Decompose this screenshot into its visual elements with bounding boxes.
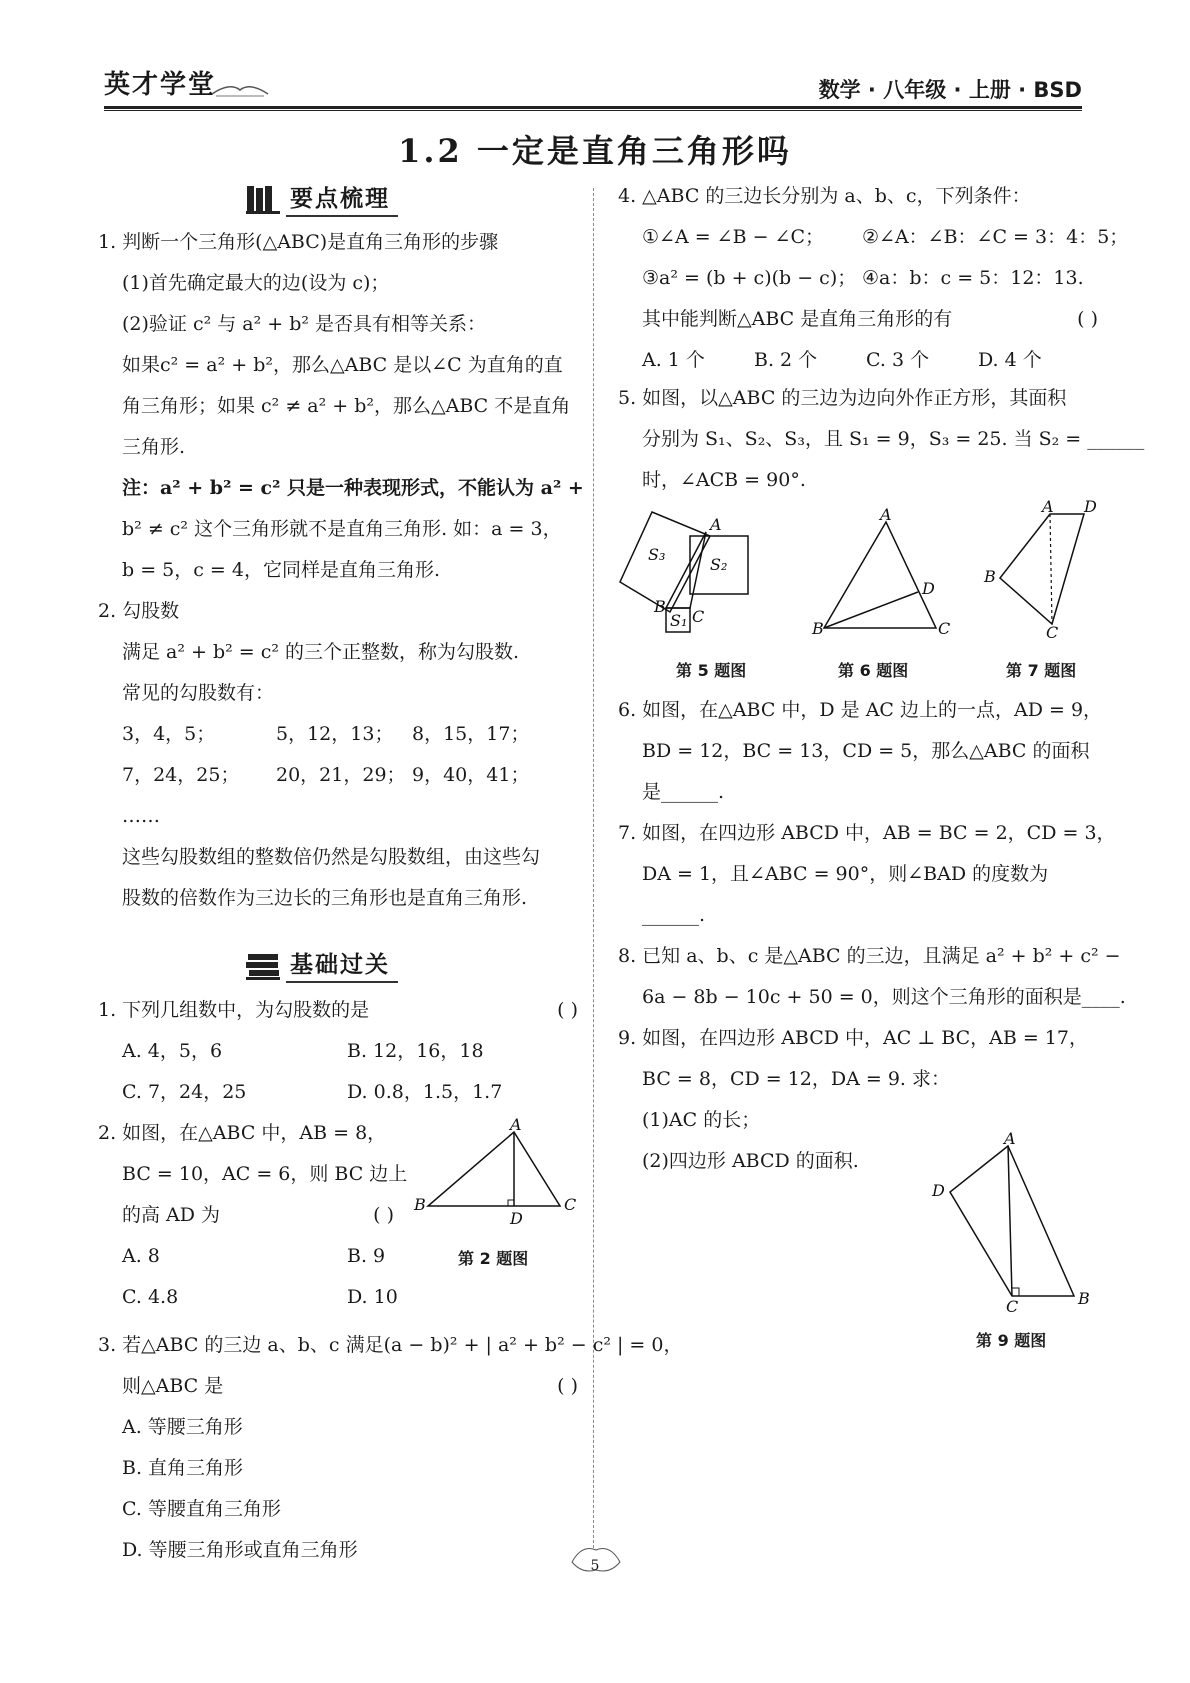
option-d[interactable]: D. 10 [347, 1286, 398, 1308]
label-s3: S₃ [648, 545, 666, 564]
answer-paren[interactable]: ( ) [557, 1375, 578, 1397]
question-5 [618, 378, 1145, 501]
label-d: D [922, 579, 935, 598]
figure-q7 [980, 497, 1100, 642]
ellipsis: …… [122, 805, 160, 827]
condition-1: ①∠A = ∠B − ∠C； [642, 226, 825, 248]
question-stem: 9. 如图，在四边形 ABCD 中，AC ⊥ BC，AB = 17， [618, 1027, 1088, 1049]
triangle-abc [824, 522, 936, 628]
options-row [98, 1277, 578, 1318]
label-d: D [1084, 497, 1097, 516]
option-d[interactable]: D. 4 个 [978, 349, 1042, 371]
header-rule-thin [104, 110, 1082, 111]
triangle-abc [428, 1132, 560, 1206]
triple: 8，15，17； [412, 723, 530, 745]
question-stem: 6. 如图，在△ABC 中，D 是 AC 边上的一点，AD = 9， [618, 699, 1103, 721]
figure-caption: 第 9 题图 [976, 1331, 1047, 1350]
question-stem: DA = 1，且∠ABC = 90°，则∠BAD 的度数为 [642, 863, 1049, 885]
triples-row [98, 755, 578, 796]
label-c: C [692, 607, 705, 626]
conditions-row [618, 217, 1129, 258]
kp-line: (2)验证 c² 与 a² + b² 是否具有相等关系： [122, 313, 487, 335]
figure-caption: 第 7 题图 [1006, 661, 1077, 680]
question-stem: 2. 如图，在△ABC 中，AB = 8， [98, 1122, 387, 1144]
question-4 [618, 176, 1129, 381]
question-stem-row [98, 990, 578, 1031]
label-a: A [1004, 1129, 1016, 1148]
kp-line: 2. 勾股数 [98, 600, 180, 622]
label-a: A [510, 1115, 522, 1134]
triple: 5，12，13； [276, 723, 394, 745]
label-d: D [932, 1181, 945, 1200]
page-number: 5 [590, 1558, 600, 1574]
figure-q6 [812, 505, 952, 638]
question-stem: (1)AC 的长； [642, 1109, 761, 1131]
label-a: A [710, 515, 722, 534]
answer-paren[interactable]: ( ) [373, 1204, 394, 1226]
label-s2: S₂ [710, 555, 728, 574]
label-b: B [414, 1195, 426, 1214]
label-a: A [1042, 497, 1054, 516]
stacked-books-icon [246, 950, 280, 980]
question-stem: 分别为 S₁、S₂、S₃，且 S₁ = 9，S₃ = 25. 当 S₂ = ______ [642, 428, 1145, 450]
question-stem: BC = 8，CD = 12，DA = 9. 求： [642, 1068, 951, 1090]
books-icon [246, 184, 280, 214]
question-1 [98, 990, 578, 1113]
book-decoration-icon [210, 74, 270, 98]
header-rule [104, 106, 1082, 109]
triple: 3，4，5； [122, 723, 216, 745]
key-points-block [98, 222, 584, 919]
triple: 20，21，29； [276, 764, 406, 786]
label-a: A [880, 505, 892, 524]
option-d[interactable]: D. 0.8，1.5，1.7 [347, 1081, 503, 1103]
subject-info: 数学 · 八年级 · 上册 · BSD [818, 78, 1082, 102]
section-heading-basics [246, 946, 398, 983]
triples-row [98, 714, 578, 755]
kp-closing: 这些勾股数组的整数倍仍然是勾股数组，由这些勾 [122, 846, 541, 868]
options-row [98, 1072, 578, 1113]
question-stem: 则△ABC 是 [122, 1375, 224, 1397]
question-stem: 的高 AD 为 [122, 1204, 221, 1226]
option-c[interactable]: C. 等腰直角三角形 [122, 1498, 281, 1520]
option-b[interactable]: B. 直角三角形 [122, 1457, 244, 1479]
answer-paren[interactable]: ( ) [557, 999, 578, 1021]
option-a[interactable]: A. 1 个 [642, 349, 705, 371]
label-b: B [1078, 1289, 1090, 1308]
label-b: B [812, 619, 824, 638]
kp-line: 常见的勾股数有： [122, 682, 275, 704]
kp-line: b² ≠ c² 这个三角形就不是直角三角形. 如：a = 3， [122, 518, 562, 540]
option-d[interactable]: D. 等腰三角形或直角三角形 [122, 1539, 358, 1561]
question-3 [98, 1325, 683, 1571]
option-a[interactable]: A. 4，5，6 [122, 1040, 223, 1062]
question-stem: 是______. [642, 781, 725, 803]
section-heading-key-points [246, 180, 398, 217]
option-b[interactable]: B. 2 个 [754, 349, 818, 371]
label-b: B [984, 567, 996, 586]
kp-line: 三角形. [122, 436, 186, 458]
options-row [618, 340, 1098, 381]
kp-line: b = 5，c = 4，它同样是直角三角形. [122, 559, 441, 581]
figure-q9 [922, 1129, 1102, 1316]
page-title: 1.2 一定是直角三角形吗 [398, 132, 792, 170]
question-stem: 4. △ABC 的三边长分别为 a、b、c，下列条件： [618, 185, 1031, 207]
kp-line: 满足 a² + b² = c² 的三个正整数，称为勾股数. [122, 641, 520, 663]
section-title: 要点梳理 [286, 180, 398, 217]
triangle-abc [666, 532, 706, 608]
question-stem: 3. 若△ABC 的三边 a、b、c 满足(a − b)² + | a² + b² − c² | = 0， [98, 1334, 683, 1356]
answer-paren[interactable]: ( ) [1077, 308, 1098, 330]
brand-logo-text: 英才学堂 [104, 70, 217, 100]
question-stem: (2)四边形 ABCD 的面积. [642, 1150, 859, 1172]
figure-caption: 第 2 题图 [458, 1249, 529, 1268]
question-8 [618, 936, 1126, 1018]
question-stem-row [98, 1195, 394, 1236]
option-a[interactable]: A. 等腰三角形 [122, 1416, 243, 1438]
option-a[interactable]: A. 8 [122, 1245, 160, 1267]
option-b[interactable]: B. 12，16，18 [347, 1040, 484, 1062]
question-stem-row [618, 299, 1098, 340]
condition-4: ④a：b：c = 5：12：13. [862, 267, 1084, 289]
kp-closing: 股数的倍数作为三边长的三角形也是直角三角形. [122, 887, 528, 909]
figure-q2 [412, 1115, 580, 1228]
kp-line: (1)首先确定最大的边(设为 c)； [122, 272, 390, 294]
figure-q5 [618, 508, 778, 638]
conditions-row [618, 258, 1098, 299]
figure-caption: 第 6 题图 [838, 661, 909, 680]
condition-2: ②∠A：∠B：∠C = 3：4：5； [862, 226, 1129, 248]
right-angle-mark [508, 1200, 514, 1206]
label-b: B [654, 597, 666, 616]
triple: 7，24，25； [122, 764, 240, 786]
label-c: C [564, 1195, 577, 1214]
question-stem: 6a − 8b − 10c + 50 = 0，则这个三角形的面积是____. [642, 986, 1126, 1008]
question-stem: 5. 如图，以△ABC 的三边为边向外作正方形，其面积 [618, 387, 1067, 409]
kp-line: 1. 判断一个三角形(△ABC)是直角三角形的步骤 [98, 231, 499, 253]
figure-caption: 第 5 题图 [676, 661, 747, 680]
question-ask: 其中能判断△ABC 是直角三角形的有 [642, 308, 953, 330]
question-stem: ______. [642, 904, 706, 926]
quadrilateral-abcd [1000, 514, 1084, 624]
question-6 [618, 690, 1103, 813]
question-stem: 1. 下列几组数中，为勾股数的是 [98, 999, 370, 1021]
section-title: 基础过关 [286, 946, 398, 983]
option-c[interactable]: C. 4.8 [122, 1286, 179, 1308]
label-d: D [510, 1209, 523, 1228]
label-s1: S₁ [670, 611, 688, 630]
question-stem: 7. 如图，在四边形 ABCD 中，AB = BC = 2，CD = 3， [618, 822, 1116, 844]
question-stem: BD = 12，BC = 13，CD = 5，那么△ABC 的面积 [642, 740, 1090, 762]
kp-line: 角三角形；如果 c² ≠ a² + b²，那么△ABC 不是直角 [122, 395, 571, 417]
option-c[interactable]: C. 3 个 [866, 349, 930, 371]
question-stem-row [98, 1366, 578, 1407]
diagonal-ac [1008, 1146, 1012, 1296]
kp-line: 如果c² = a² + b²，那么△ABC 是以∠C 为直角的直 [122, 354, 563, 376]
label-c: C [1006, 1297, 1019, 1316]
kp-note: 注：a² + b² = c² 只是一种表现形式，不能认为 a² + [122, 477, 584, 499]
question-7 [618, 813, 1116, 936]
condition-3: ③a² = (b + c)(b − c)； [642, 267, 857, 289]
option-b[interactable]: B. 9 [347, 1245, 386, 1267]
right-angle-mark [1012, 1288, 1019, 1296]
question-stem: BC = 10，AC = 6，则 BC 边上 [122, 1163, 408, 1185]
options-row [98, 1031, 578, 1072]
diagonal-ac [1050, 514, 1052, 624]
triple: 9，40，41； [412, 764, 530, 786]
option-c[interactable]: C. 7，24，25 [122, 1081, 247, 1103]
label-c: C [938, 619, 951, 638]
question-stem: 8. 已知 a、b、c 是△ABC 的三边，且满足 a² + b² + c² − [618, 945, 1121, 967]
label-c: C [1046, 623, 1059, 642]
segment-bd [824, 592, 918, 628]
question-stem: 时，∠ACB = 90°. [642, 469, 806, 491]
